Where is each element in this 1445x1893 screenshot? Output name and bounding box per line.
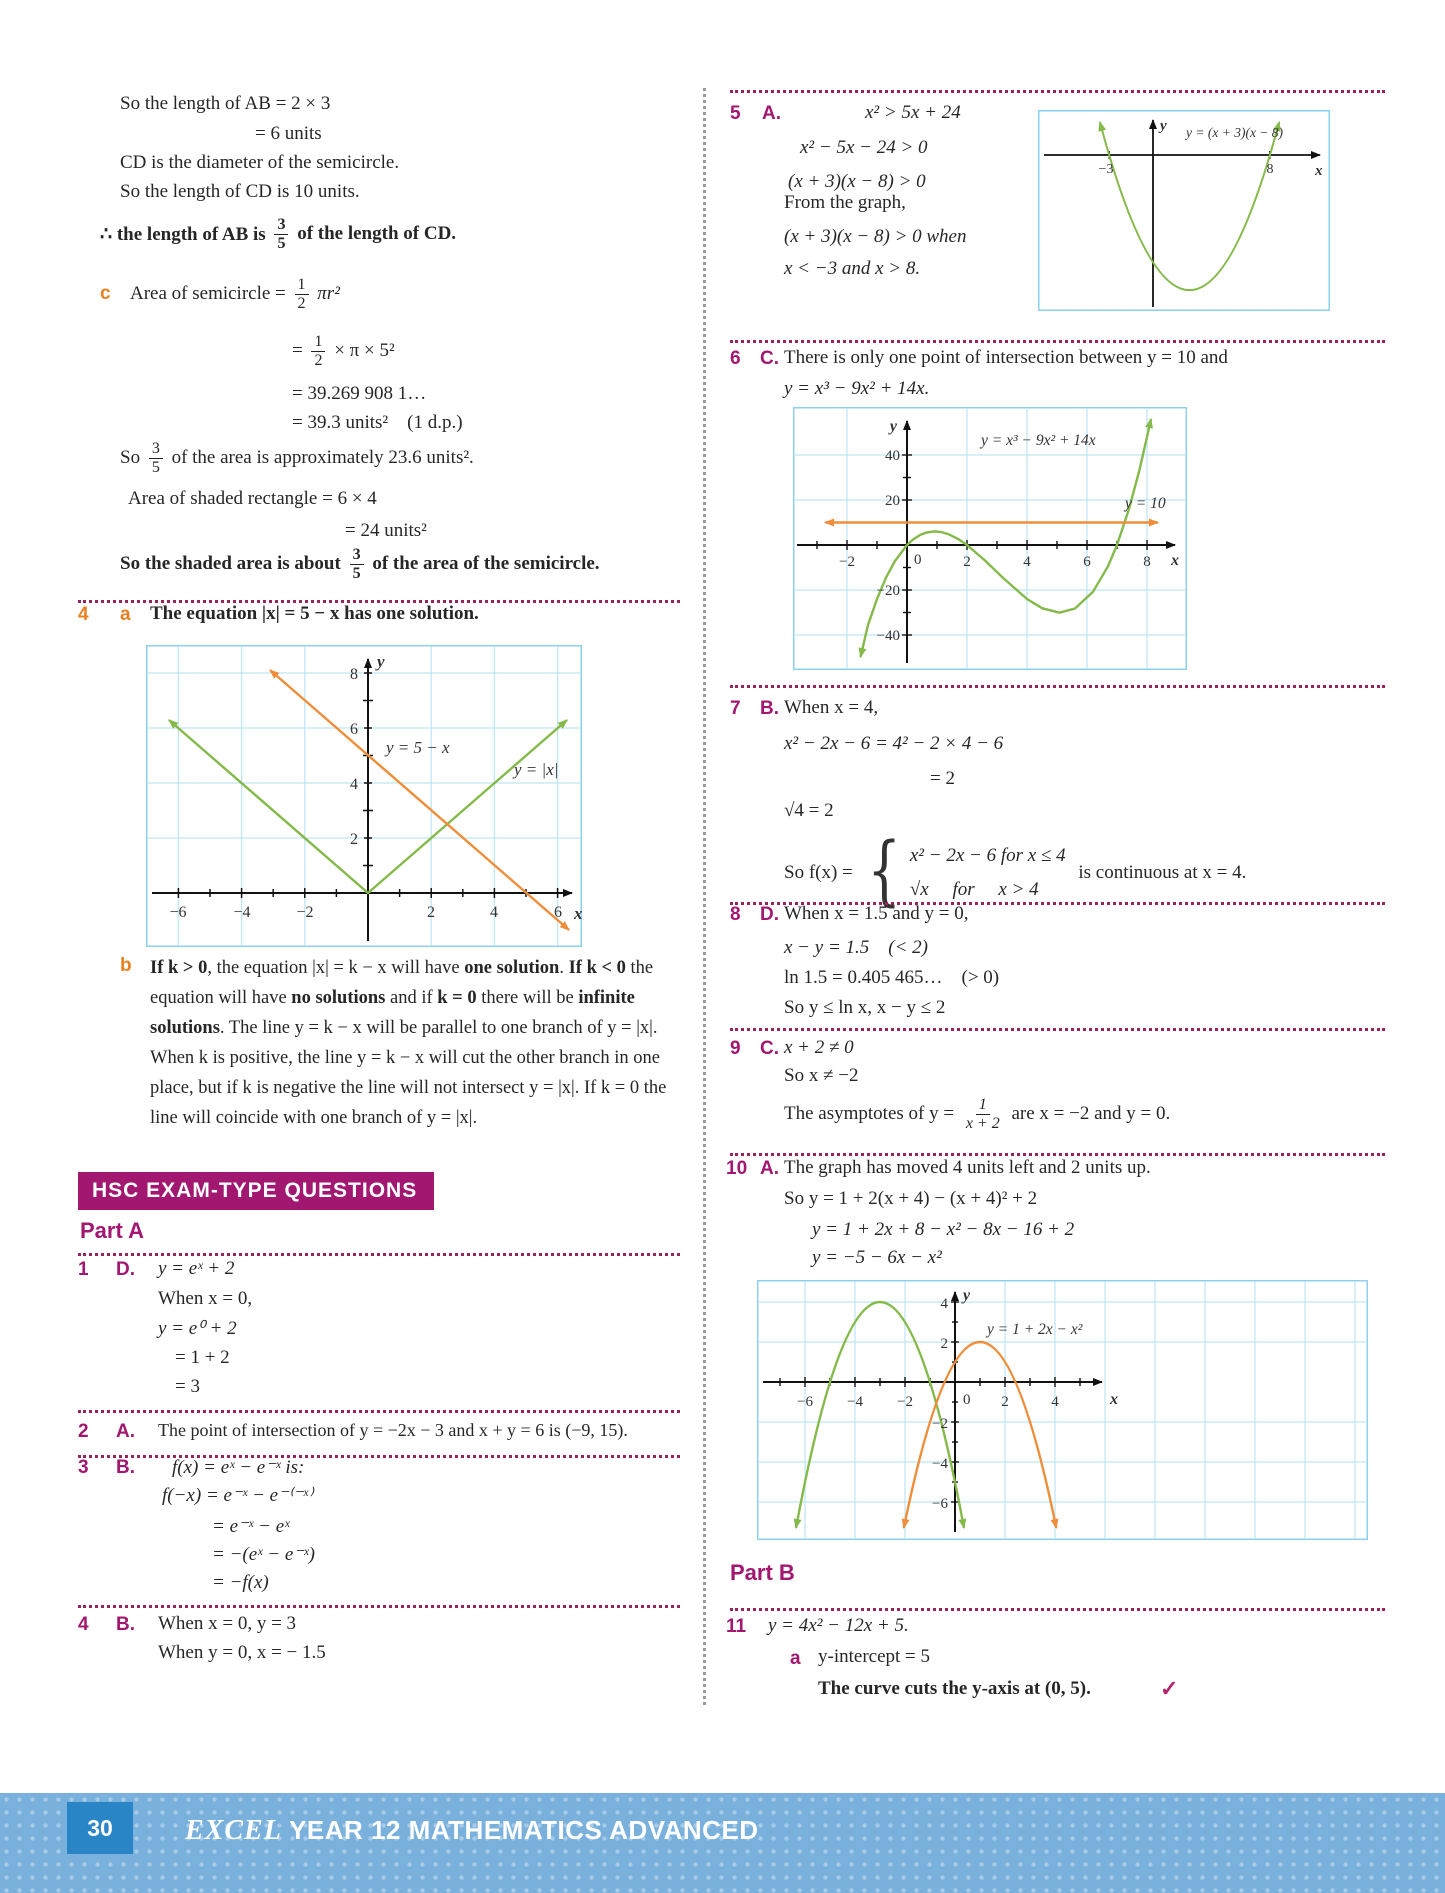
origin-label: 0 xyxy=(914,552,922,568)
q8-line-3: ln 1.5 = 0.405 465… (> 0) xyxy=(784,967,1000,988)
piecewise-cases xyxy=(910,845,1066,901)
q4b-s8: and if xyxy=(385,988,438,1008)
sol-line-2: = 6 units xyxy=(255,123,322,144)
c-line-1-post: πr² xyxy=(312,283,340,305)
c-line-1-pre: Area of semicircle = xyxy=(130,283,291,305)
q5-answer: A. xyxy=(762,103,781,124)
q3-line-1: f(x) = eˣ − e⁻ˣ is: xyxy=(172,1457,305,1478)
q4b-s7: no solutions xyxy=(291,988,386,1008)
q2-number: 2 xyxy=(78,1421,89,1442)
graph-border xyxy=(147,646,582,947)
svg-text:20: 20 xyxy=(885,493,900,509)
brace: { xyxy=(866,825,901,914)
q4b-s5: If k < 0 xyxy=(568,958,626,978)
q7-case-2: √x for x > 4 xyxy=(909,879,1039,901)
x-axis-label: x xyxy=(574,904,582,923)
q1-line-1: y = eˣ + 2 xyxy=(158,1258,235,1279)
q10-line-1: The graph has moved 4 units left and 2 units up. xyxy=(784,1157,1151,1178)
q4b-label: b xyxy=(120,955,132,976)
c-line-8-pre: So the shaded area is about xyxy=(120,553,346,575)
q9-line-1: x + 2 ≠ 0 xyxy=(784,1037,854,1058)
svg-text:4: 4 xyxy=(490,904,498,921)
svg-text:4: 4 xyxy=(1051,1394,1059,1410)
q1-line-2: When x = 0, xyxy=(158,1288,253,1309)
q4b-s3: one solution xyxy=(464,958,560,978)
q3-line-3: = e⁻ˣ − eˣ xyxy=(212,1516,290,1537)
q4b-s9: k = 0 xyxy=(437,988,477,1008)
footer-title xyxy=(185,1815,759,1847)
q9-number: 9 xyxy=(730,1038,741,1059)
q5-number: 5 xyxy=(730,103,741,124)
q9-line-2: So x ≠ −2 xyxy=(784,1065,859,1086)
q4b-s4: . xyxy=(559,958,569,978)
svg-text:−2: −2 xyxy=(839,554,855,570)
two-parabolas-graph xyxy=(757,1280,1368,1540)
svg-text:40: 40 xyxy=(885,448,900,464)
q5-line-1: x² > 5x + 24 xyxy=(865,102,961,123)
fraction-3-5: $\frac{3}{5}$ xyxy=(149,440,163,477)
line-label: y = 5 − x xyxy=(386,738,450,757)
q5-line-2: x² − 5x − 24 > 0 xyxy=(800,137,928,158)
c-line-8-post: of the area of the semicircle. xyxy=(367,553,600,575)
c-line-2-pre: = xyxy=(292,340,308,362)
c-line-3: = 39.269 908 1… xyxy=(292,383,427,404)
q4b-s12: . The line y = k − x will be parallel to one branch of y = |x|. When k is positive, the line y = k − x will cut the other branch in one place, but if k is negative the line will not intersect y = |x|. If k = 0 the line will coincide with one branch of y = |x|. xyxy=(150,1018,667,1128)
q4b-line-2: When y = 0, x = − 1.5 xyxy=(158,1642,326,1663)
svg-text:2: 2 xyxy=(427,904,435,921)
q7-pw-pre: So f(x) = xyxy=(784,862,858,884)
sol-line-1: So the length of AB = 2 × 3 xyxy=(120,93,331,114)
q6-text-1: There is only one point of intersection between y = 10 and xyxy=(784,347,1228,368)
separator xyxy=(730,1153,1385,1156)
fraction-3-5: $\frac{3}{5}$ xyxy=(350,546,364,583)
q3-number: 3 xyxy=(78,1457,89,1478)
q11-equation: y = 4x² − 12x + 5. xyxy=(768,1615,909,1636)
q8-line-1: When x = 1.5 and y = 0, xyxy=(784,903,969,924)
q11-number: 11 xyxy=(726,1616,747,1637)
hline-label: y = 10 xyxy=(1125,495,1166,512)
y-axis-label: y xyxy=(963,1287,971,1304)
c-line-4: = 39.3 units² (1 d.p.) xyxy=(292,412,463,433)
y-axis-label: y xyxy=(1160,118,1167,134)
q3-line-4: = −(eˣ − e⁻ˣ) xyxy=(212,1544,315,1565)
q7-pw-post: is continuous at x = 4. xyxy=(1073,862,1247,884)
svg-text:−2: −2 xyxy=(932,1416,948,1432)
q4b-s2: , the equation |x| = k − x will have xyxy=(207,958,465,978)
q4a-text: The equation |x| = 5 − x has one solution. xyxy=(150,603,479,624)
c-line-7: = 24 units² xyxy=(345,520,427,541)
svg-text:−2: −2 xyxy=(296,904,314,921)
parabola-graph xyxy=(1038,110,1330,311)
c-line-5 xyxy=(120,440,474,477)
x-axis-label: x xyxy=(1171,552,1179,569)
q4-number: 4 xyxy=(78,604,89,625)
footer-brand: EXCEL xyxy=(185,1815,282,1846)
svg-text:−4: −4 xyxy=(233,904,251,921)
x-axis-label: x xyxy=(1110,1391,1118,1408)
graph-border xyxy=(758,1281,1368,1540)
svg-text:6: 6 xyxy=(554,904,562,921)
q7-line-1: When x = 4, xyxy=(784,697,879,718)
q7-line-2: x² − 2x − 6 = 4² − 2 × 4 − 6 xyxy=(784,733,1004,754)
sol-line-5-post: of the length of CD. xyxy=(292,223,457,245)
svg-text:6: 6 xyxy=(1083,554,1091,570)
column-divider xyxy=(703,88,706,1705)
cubic-label: y = x³ − 9x² + 14x xyxy=(981,432,1096,449)
q3-answer: B. xyxy=(116,1457,135,1478)
separator xyxy=(78,1253,680,1256)
sol-line-4: So the length of CD is 10 units. xyxy=(120,181,360,202)
svg-text:6: 6 xyxy=(350,721,358,738)
q5-line-6: x < −3 and x > 8. xyxy=(784,258,921,279)
svg-text:−2: −2 xyxy=(897,1394,913,1410)
separator xyxy=(730,340,1385,343)
q2-text: The point of intersection of y = −2x − 3 and x + y = 6 is (−9, 15). xyxy=(158,1420,628,1440)
q4b-line-1: When x = 0, y = 3 xyxy=(158,1613,297,1634)
svg-text:8: 8 xyxy=(350,666,358,683)
q10-line-4: y = −5 − 6x − x² xyxy=(812,1247,942,1268)
q7-line-4: √4 = 2 xyxy=(784,800,834,821)
q1-answer: D. xyxy=(116,1259,135,1280)
q6-text-2: y = x³ − 9x² + 14x. xyxy=(784,378,930,399)
x-axis-label: x xyxy=(1315,163,1323,179)
page-number: 30 xyxy=(87,1814,113,1841)
q8-number: 8 xyxy=(730,904,741,925)
separator xyxy=(730,685,1385,688)
c-line-5-pre: So xyxy=(120,447,145,469)
svg-text:2: 2 xyxy=(963,554,971,570)
q4b-paragraph xyxy=(150,953,678,1133)
part-b-heading: Part B xyxy=(730,1560,795,1585)
footer-bar xyxy=(0,1793,1445,1893)
q7-answer: B. xyxy=(760,698,779,719)
curve-label: y = 1 + 2x − x² xyxy=(987,1321,1083,1338)
separator xyxy=(730,90,1385,93)
separator xyxy=(78,1410,680,1413)
y-axis-label: y xyxy=(377,652,385,671)
svg-text:4: 4 xyxy=(350,776,358,793)
svg-text:−40: −40 xyxy=(876,628,900,644)
origin-label: 0 xyxy=(963,1392,971,1408)
svg-text:4: 4 xyxy=(1023,554,1031,570)
q1-line-4: = 1 + 2 xyxy=(175,1347,230,1368)
hsc-banner-text: HSC EXAM-TYPE QUESTIONS xyxy=(92,1179,418,1202)
check-mark: ✓ xyxy=(1160,1676,1179,1701)
c-line-2 xyxy=(292,333,395,370)
q6-answer: C. xyxy=(760,348,779,369)
svg-text:−6: −6 xyxy=(932,1496,948,1512)
fraction-1-2: $\frac{1}{2}$ xyxy=(295,276,309,313)
c-line-2-post: × π × 5² xyxy=(329,340,395,362)
q3-line-2: f(−x) = e⁻ˣ − e⁻⁽⁻ˣ⁾ xyxy=(162,1485,313,1506)
q2-answer: A. xyxy=(116,1421,135,1442)
q9-l3-pre: The asymptotes of y = xyxy=(784,1103,959,1125)
q4b-s1: If k > 0 xyxy=(150,958,208,978)
c-line-8 xyxy=(120,546,600,583)
svg-text:2: 2 xyxy=(940,1336,948,1352)
part-c-label: c xyxy=(100,283,111,304)
fraction-3-5: $\frac{3}{5}$ xyxy=(274,216,288,253)
q7-line-3: = 2 xyxy=(930,768,955,789)
footer-series: YEAR 12 MATHEMATICS ADVANCED xyxy=(281,1815,759,1845)
separator xyxy=(78,1605,680,1608)
q10-line-2: So y = 1 + 2(x + 4) − (x + 4)² + 2 xyxy=(784,1188,1038,1209)
q5-line-3: (x + 3)(x − 8) > 0 xyxy=(788,171,926,192)
q4b-answer: B. xyxy=(116,1614,135,1635)
q4b-s6: the equation will have xyxy=(150,958,654,1008)
q11a-bold: The curve cuts the y-axis at (0, 5). xyxy=(818,1678,1091,1699)
q8-line-4: So y ≤ ln x, x − y ≤ 2 xyxy=(784,997,946,1018)
svg-text:−6: −6 xyxy=(169,904,187,921)
q10-answer: A. xyxy=(760,1158,779,1179)
svg-text:−20: −20 xyxy=(876,583,900,599)
c-line-6: Area of shaded rectangle = 6 × 4 xyxy=(128,488,377,509)
y-axis-label: y xyxy=(889,418,897,435)
x-intercept-neg3: −3 xyxy=(1098,162,1114,177)
q5-line-5: (x + 3)(x − 8) > 0 when xyxy=(784,226,967,247)
c-line-1 xyxy=(130,276,340,313)
svg-text:−4: −4 xyxy=(932,1456,948,1472)
curve-label: y = (x + 3)(x − 8) xyxy=(1186,125,1284,140)
q4b-number: 4 xyxy=(78,1614,89,1635)
c-line-5-post: of the area is approximately 23.6 units². xyxy=(166,447,474,469)
separator xyxy=(730,1608,1385,1611)
fraction-1-over-x-plus-2: $\frac{1}{x + 2}$ xyxy=(965,1096,1000,1132)
svg-text:−4: −4 xyxy=(847,1394,863,1410)
graph-border xyxy=(1039,111,1330,311)
abs-label: y = |x| xyxy=(514,760,559,779)
q9-line-3 xyxy=(784,1096,1170,1133)
q8-line-2: x − y = 1.5 (< 2) xyxy=(784,937,928,958)
q7-number: 7 xyxy=(730,698,741,719)
q10-line-3: y = 1 + 2x + 8 − x² − 8x − 16 + 2 xyxy=(812,1219,1075,1240)
q1-line-3: y = e⁰ + 2 xyxy=(158,1318,237,1339)
fraction-1-2: $\frac{1}{2}$ xyxy=(311,333,325,370)
svg-text:2: 2 xyxy=(350,831,358,848)
part-a-heading: Part A xyxy=(80,1218,144,1243)
q6-number: 6 xyxy=(730,348,741,369)
svg-text:8: 8 xyxy=(1143,554,1151,570)
q4a-label: a xyxy=(120,604,131,625)
q11a-label: a xyxy=(790,1648,801,1669)
abs-value-graph xyxy=(146,645,582,947)
q9-l3-post: are x = −2 and y = 0. xyxy=(1006,1103,1171,1125)
hsc-banner xyxy=(78,1172,434,1210)
page-number-box xyxy=(67,1802,133,1854)
q5-line-4: From the graph, xyxy=(784,192,906,213)
q10-number: 10 xyxy=(726,1158,748,1179)
q1-line-5: = 3 xyxy=(175,1376,200,1397)
sol-line-3: CD is the diameter of the semicircle. xyxy=(120,152,400,173)
q3-line-5: = −f(x) xyxy=(212,1572,269,1593)
sol-line-5-pre: ∴ the length of AB is xyxy=(100,223,271,245)
separator xyxy=(730,1028,1385,1031)
q4b-s10: there will be xyxy=(476,988,579,1008)
sol-line-5 xyxy=(100,216,456,253)
separator xyxy=(78,1455,680,1458)
q1-number: 1 xyxy=(78,1259,89,1280)
svg-text:4: 4 xyxy=(940,1296,948,1312)
x-intercept-8: 8 xyxy=(1266,162,1274,177)
q8-answer: D. xyxy=(760,904,779,925)
q11a-text: y-intercept = 5 xyxy=(818,1646,931,1667)
q7-case-1: x² − 2x − 6 for x ≤ 4 xyxy=(909,845,1066,867)
svg-text:2: 2 xyxy=(1001,1394,1009,1410)
q4b-s11: infinite solutions xyxy=(150,988,635,1038)
q9-answer: C. xyxy=(760,1038,779,1059)
cubic-graph xyxy=(793,407,1187,670)
svg-text:−6: −6 xyxy=(797,1394,813,1410)
